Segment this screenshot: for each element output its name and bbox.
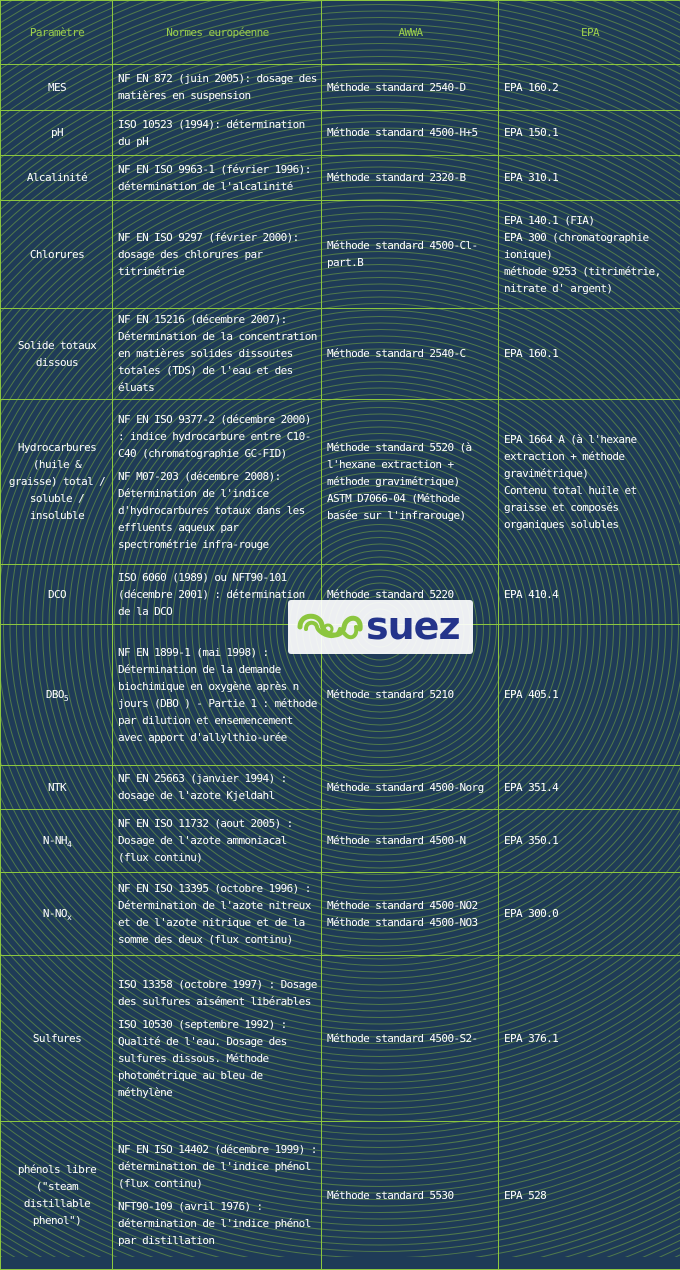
cell-epa: [499, 625, 680, 766]
awwa-text: Méthode standard 4500-NO3: [327, 914, 494, 931]
table-row: [1, 65, 680, 111]
cell-parametre: [1, 873, 113, 956]
table-row: [1, 956, 680, 1122]
norme-text: NF EN 872 (juin 2005): dosage des matières en suspension: [118, 70, 317, 104]
epa-text: EPA 351.4: [504, 779, 676, 796]
cell-normes: [113, 810, 322, 873]
table-row: [1, 400, 680, 565]
cell-parametre: [1, 400, 113, 565]
epa-text: EPA 160.2: [504, 79, 676, 96]
suez-logo-wordmark: suez: [366, 603, 460, 649]
epa-text: EPA 405.1: [504, 686, 676, 703]
table-body: [1, 65, 680, 1270]
cell-epa: [499, 111, 680, 156]
cell-parametre: [1, 766, 113, 810]
epa-text: EPA 150.1: [504, 124, 676, 141]
header-awwa: AWWA: [322, 1, 499, 65]
parametre-subscript: x: [67, 913, 71, 922]
cell-awwa: [322, 873, 499, 956]
norme-text: NF EN 1899-1 (mai 1998) : Détermination de la demande biochimique en oxygène après n jours (DBO ) - Partie 1 : méthode par dilution et ensemencement avec apport d'allylthio-urée: [118, 644, 317, 746]
cell-parametre: [1, 201, 113, 309]
cell-normes: [113, 400, 322, 565]
parametre-label: N-NO: [43, 907, 67, 920]
cell-normes: [113, 201, 322, 309]
norme-text: ISO 6060 (1989) ou NFT90-101 (décembre 2001) : détermination de la DCO: [118, 569, 317, 620]
cell-awwa: [322, 400, 499, 565]
parametre-label: Alcalinité: [27, 171, 87, 184]
cell-epa: [499, 201, 680, 309]
cell-awwa: [322, 111, 499, 156]
awwa-text: Méthode standard 5220: [327, 586, 494, 603]
norme-text: NF M07-203 (décembre 2008): Détermination de l'indice d'hydrocarbures totaux dans les effluents aqueux par spectrométrie infra-rouge: [118, 468, 317, 553]
cell-normes: [113, 1122, 322, 1270]
awwa-text: Méthode standard 5530: [327, 1187, 494, 1204]
norme-text: NFT90-109 (avril 1976) : détermination de l'indice phénol par distillation: [118, 1198, 317, 1249]
cell-epa: [499, 766, 680, 810]
norme-text: ISO 13358 (octobre 1997) : Dosage des sulfures aisément libérables: [118, 976, 317, 1010]
header-parametre: Paramètre: [1, 1, 113, 65]
cell-epa: [499, 810, 680, 873]
epa-text: EPA 300 (chromatographie ionique): [504, 229, 676, 263]
header-epa: EPA: [499, 1, 680, 65]
cell-awwa: [322, 810, 499, 873]
cell-parametre: [1, 956, 113, 1122]
epa-text: EPA 376.1: [504, 1030, 676, 1047]
table-row: [1, 766, 680, 810]
cell-parametre: [1, 156, 113, 201]
table-row: [1, 201, 680, 309]
cell-epa: [499, 309, 680, 400]
parametre-label: MES: [48, 81, 66, 94]
awwa-text: Méthode standard 4500-N: [327, 832, 494, 849]
cell-normes: [113, 156, 322, 201]
awwa-text: Méthode standard 4500-S2-: [327, 1030, 494, 1047]
epa-text: EPA 1664 A (à l'hexane extraction + méthode gravimétrique): [504, 431, 676, 482]
cell-parametre: [1, 1122, 113, 1270]
parametre-label: DBO: [46, 688, 64, 701]
awwa-text: Méthode standard 2540-C: [327, 345, 494, 362]
norme-text: NF EN ISO 9377-2 (décembre 2000) : indice hydrocarbure entre C10-C40 (chromatographie GC-FID): [118, 411, 317, 462]
parametre-label: Hydrocarbures (huile & graisse) total / soluble / insoluble: [9, 441, 105, 522]
epa-text: EPA 300.0: [504, 905, 676, 922]
suez-logo: [288, 600, 473, 654]
table-row: [1, 156, 680, 201]
parametre-label: Solide totaux dissous: [18, 339, 96, 369]
cell-normes: [113, 309, 322, 400]
cell-awwa: [322, 1122, 499, 1270]
table-row: [1, 309, 680, 400]
awwa-text: Méthode standard 4500-H+5: [327, 124, 494, 141]
cell-parametre: [1, 625, 113, 766]
awwa-text: Méthode standard 5210: [327, 686, 494, 703]
epa-text: EPA 310.1: [504, 169, 676, 186]
cell-epa: [499, 156, 680, 201]
norme-text: NF EN ISO 14402 (décembre 1999) : détermination de l'indice phénol (flux continu): [118, 1141, 317, 1192]
cell-awwa: [322, 201, 499, 309]
cell-awwa: [322, 766, 499, 810]
awwa-text: Méthode standard 5520 (à l'hexane extraction + méthode gravimétrique): [327, 439, 494, 490]
awwa-text: Méthode standard 2320-B: [327, 169, 494, 186]
table-header-row: [1, 1, 680, 65]
cell-normes: [113, 873, 322, 956]
awwa-text: Méthode standard 4500-Norg: [327, 779, 494, 796]
table-row: [1, 810, 680, 873]
awwa-text: ASTM D7066-04 (Méthode basée sur l'infrarouge): [327, 490, 494, 524]
parametre-label: Chlorures: [30, 248, 84, 261]
cell-epa: [499, 956, 680, 1122]
cell-parametre: [1, 65, 113, 111]
cell-parametre: [1, 810, 113, 873]
table-row: [1, 873, 680, 956]
cell-awwa: [322, 156, 499, 201]
table-row: [1, 111, 680, 156]
epa-text: méthode 9253 (titrimétrie, nitrate d' argent): [504, 263, 676, 297]
norme-text: NF EN 25663 (janvier 1994) : dosage de l'azote Kjeldahl: [118, 770, 317, 804]
cell-normes: [113, 956, 322, 1122]
cell-epa: [499, 65, 680, 111]
epa-text: EPA 350.1: [504, 832, 676, 849]
epa-text: Contenu total huile et graisse et composés organiques solubles: [504, 482, 676, 533]
parametre-label: pH: [51, 126, 63, 139]
cell-awwa: [322, 956, 499, 1122]
norme-text: NF EN 15216 (décembre 2007): Détermination de la concentration en matières solides dissoutes totales (TDS) de l'eau et des éluats: [118, 311, 317, 396]
header-normes-europeenne: Normes européenne: [113, 1, 322, 65]
parametre-label: phénols libre ("steam distillable phenol"): [18, 1163, 96, 1227]
epa-text: EPA 140.1 (FIA): [504, 212, 676, 229]
epa-text: EPA 410.4: [504, 586, 676, 603]
norme-text: ISO 10523 (1994): détermination du pH: [118, 116, 317, 150]
epa-text: EPA 160.1: [504, 345, 676, 362]
cell-parametre: [1, 309, 113, 400]
cell-epa: [499, 1122, 680, 1270]
awwa-text: Méthode standard 4500-Cl- part.B: [327, 237, 494, 271]
cell-epa: [499, 873, 680, 956]
norme-text: NF EN ISO 9963-1 (février 1996): détermination de l'alcalinité: [118, 161, 317, 195]
table-row: [1, 1122, 680, 1270]
cell-parametre: [1, 565, 113, 625]
awwa-text: Méthode standard 2540-D: [327, 79, 494, 96]
parametre-subscript: 5: [64, 694, 68, 703]
suez-logo-mark-icon: [292, 603, 366, 651]
norme-text: NF EN ISO 9297 (février 2000): dosage des chlorures par titrimétrie: [118, 229, 317, 280]
norme-text: NF EN ISO 11732 (aout 2005) : Dosage de l'azote ammoniacal (flux continu): [118, 815, 317, 866]
cell-awwa: [322, 65, 499, 111]
cell-normes: [113, 65, 322, 111]
cell-parametre: [1, 111, 113, 156]
parametre-subscript: 4: [67, 840, 71, 849]
epa-text: EPA 528: [504, 1187, 676, 1204]
parametre-label: N-NH: [43, 834, 67, 847]
cell-epa: [499, 565, 680, 625]
norme-text: ISO 10530 (septembre 1992) : Qualité de l'eau. Dosage des sulfures dissous. Méthode photométrique au bleu de méthylène: [118, 1016, 317, 1101]
cell-normes: [113, 766, 322, 810]
awwa-text: Méthode standard 4500-NO2: [327, 897, 494, 914]
cell-epa: [499, 400, 680, 565]
parametre-label: Sulfures: [33, 1032, 81, 1045]
parametre-label: DCO: [48, 588, 66, 601]
cell-awwa: [322, 309, 499, 400]
norme-text: NF EN ISO 13395 (octobre 1996) : Détermination de l'azote nitreux et de l'azote nitrique et de la somme des deux (flux continu): [118, 880, 317, 948]
parametre-label: NTK: [48, 781, 66, 794]
cell-normes: [113, 111, 322, 156]
